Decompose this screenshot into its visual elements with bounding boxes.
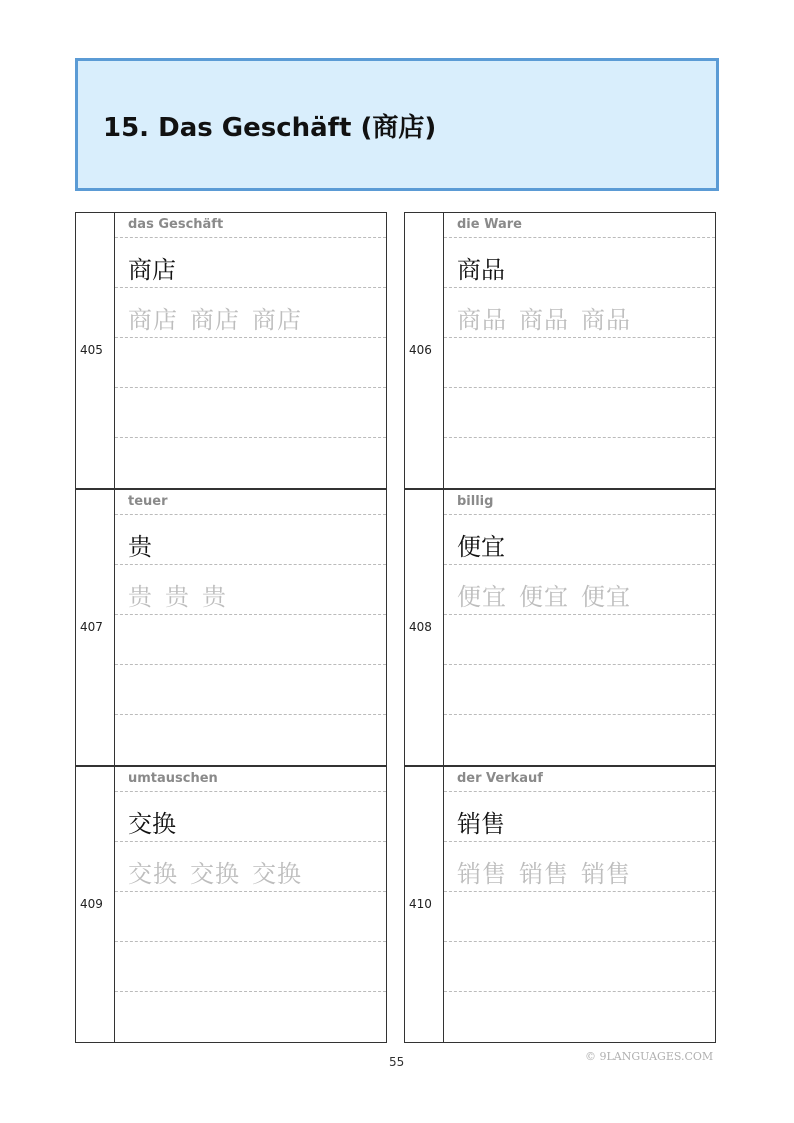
vocab-card — [75, 766, 387, 1043]
german-word: teuer — [128, 494, 168, 509]
number-column — [76, 490, 115, 765]
practice-line[interactable] — [115, 992, 386, 1043]
trace-word: 便宜 — [457, 583, 507, 611]
trace-word: 便宜 — [581, 583, 631, 611]
chinese-word: 交换 — [128, 810, 176, 838]
trace-row — [128, 300, 314, 335]
card-number: 407 — [80, 620, 103, 634]
card-content — [115, 213, 386, 488]
card-number: 405 — [80, 343, 103, 357]
page-number: 55 — [389, 1055, 405, 1069]
practice-line[interactable] — [444, 388, 715, 438]
practice-line[interactable] — [444, 665, 715, 715]
trace-word: 商品 — [581, 306, 631, 334]
trace-row — [457, 577, 643, 612]
practice-line[interactable] — [115, 715, 386, 766]
vocab-card — [404, 212, 716, 489]
trace-row — [457, 854, 643, 889]
chinese-word: 商店 — [128, 256, 176, 284]
card-content — [444, 767, 715, 1042]
number-column — [405, 490, 444, 765]
page-title: 15. Das Geschäft (商店) — [103, 113, 437, 143]
vocab-card — [75, 212, 387, 489]
trace-word: 交换 — [252, 860, 302, 888]
practice-line[interactable] — [115, 338, 386, 388]
practice-line[interactable] — [444, 942, 715, 992]
practice-line[interactable] — [115, 388, 386, 438]
german-word: die Ware — [457, 217, 522, 232]
chinese-word: 销售 — [457, 810, 505, 838]
card-content — [444, 213, 715, 488]
card-content — [115, 490, 386, 765]
card-number: 408 — [409, 620, 432, 634]
trace-row — [128, 854, 314, 889]
card-number: 410 — [409, 897, 432, 911]
vocab-card — [404, 766, 716, 1043]
number-column — [76, 767, 115, 1042]
practice-line[interactable] — [444, 992, 715, 1043]
practice-line[interactable] — [444, 892, 715, 942]
chinese-word: 贵 — [128, 533, 152, 561]
german-word: der Verkauf — [457, 771, 543, 786]
trace-word: 贵 — [165, 583, 190, 611]
number-column — [405, 767, 444, 1042]
trace-word: 销售 — [457, 860, 507, 888]
trace-row — [457, 300, 643, 335]
practice-line[interactable] — [115, 665, 386, 715]
trace-row — [128, 577, 239, 612]
vocab-card — [75, 489, 387, 766]
trace-word: 便宜 — [519, 583, 569, 611]
number-column — [405, 213, 444, 488]
card-content — [444, 490, 715, 765]
card-content — [115, 767, 386, 1042]
copyright-text: © 9LANGUAGES.COM — [585, 1050, 714, 1063]
german-word: billig — [457, 494, 494, 509]
card-number: 406 — [409, 343, 432, 357]
trace-word: 销售 — [581, 860, 631, 888]
number-column — [76, 213, 115, 488]
practice-line[interactable] — [115, 615, 386, 665]
chinese-word: 商品 — [457, 256, 505, 284]
practice-line[interactable] — [115, 942, 386, 992]
trace-word: 商品 — [457, 306, 507, 334]
trace-word: 商店 — [252, 306, 302, 334]
trace-word: 贵 — [128, 583, 153, 611]
chinese-word: 便宜 — [457, 533, 505, 561]
german-word: umtauschen — [128, 771, 218, 786]
practice-line[interactable] — [444, 715, 715, 766]
practice-line[interactable] — [444, 338, 715, 388]
trace-word: 贵 — [202, 583, 227, 611]
trace-word: 商品 — [519, 306, 569, 334]
practice-line[interactable] — [444, 615, 715, 665]
practice-line[interactable] — [115, 892, 386, 942]
card-number: 409 — [80, 897, 103, 911]
practice-line[interactable] — [115, 438, 386, 489]
trace-word: 销售 — [519, 860, 569, 888]
trace-word: 交换 — [128, 860, 178, 888]
practice-line[interactable] — [444, 438, 715, 489]
title-box — [75, 58, 719, 191]
trace-word: 商店 — [190, 306, 240, 334]
german-word: das Geschäft — [128, 217, 224, 232]
trace-word: 商店 — [128, 306, 178, 334]
trace-word: 交换 — [190, 860, 240, 888]
vocab-card — [404, 489, 716, 766]
